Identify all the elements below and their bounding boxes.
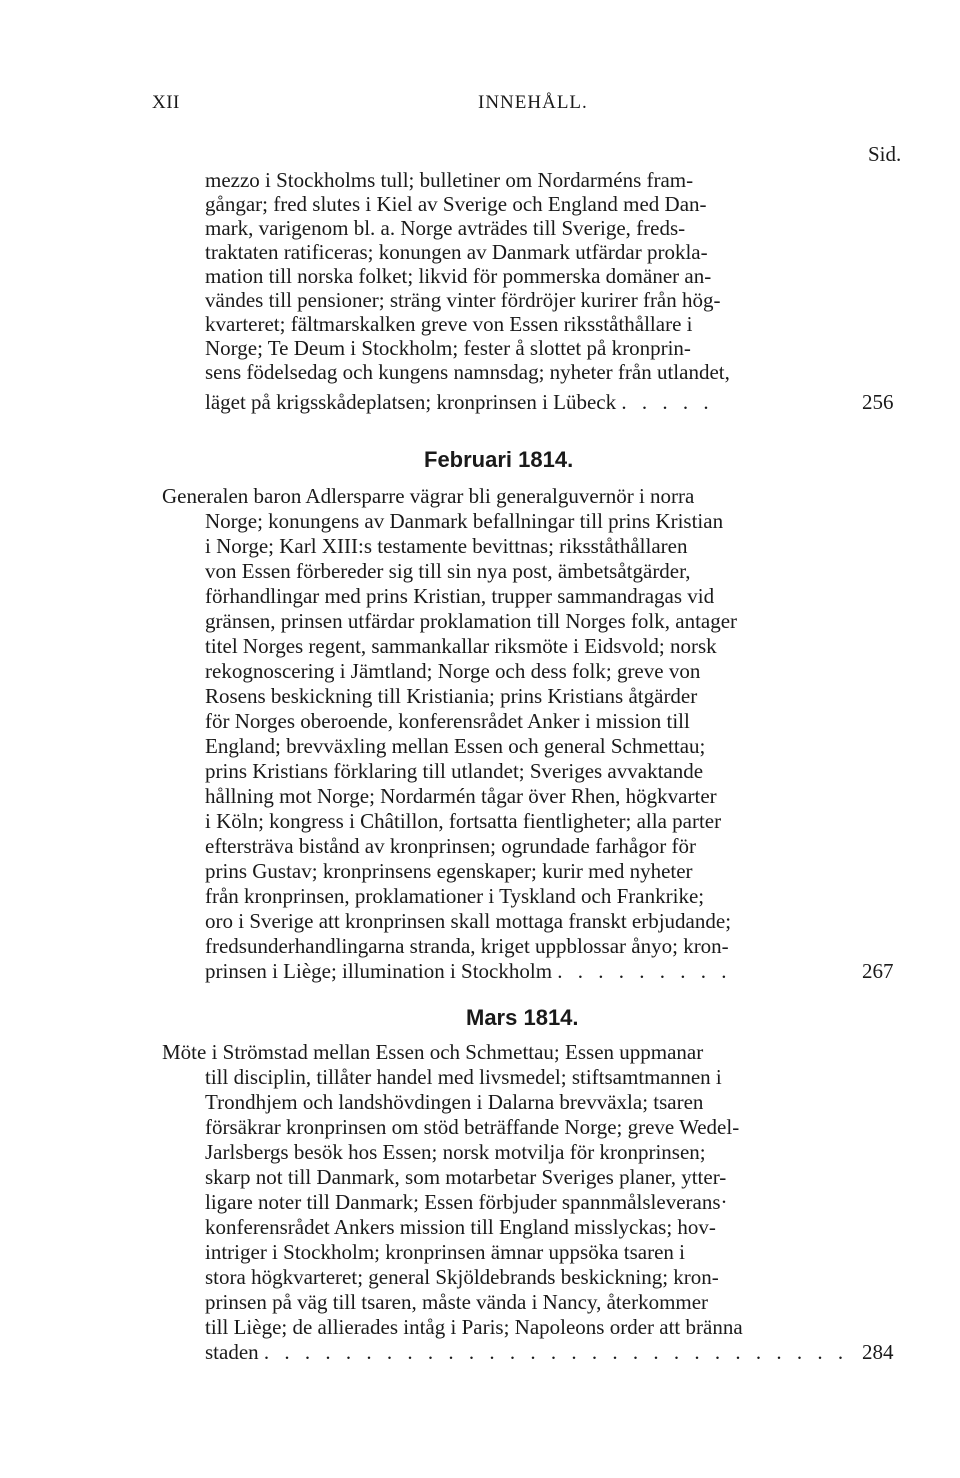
entry-line: gångar; fred slutes i Kiel av Sverige och England med Dan- <box>205 192 707 216</box>
entry-line: Norge; Te Deum i Stockholm; fester å slottet på kronprin- <box>205 336 691 360</box>
entry-line: hållning mot Norge; Nordarmén tågar över Rhen, högkvarter <box>205 784 717 808</box>
entry-line: Möte i Strömstad mellan Essen och Schmettau; Essen uppmanar <box>162 1040 704 1064</box>
entry-line: skarp not till Danmark, som motarbetar Sveriges planer, ytter- <box>205 1165 727 1189</box>
entry-line: mark, varigenom bl. a. Norge avträdes till Sverige, freds- <box>205 216 686 240</box>
entry-line: intriger i Stockholm; kronprinsen ämnar uppsöka tsaren i <box>205 1240 685 1264</box>
entry-text: prinsen i Liège; illumination i Stockholm <box>205 959 553 983</box>
entry-line: von Essen förbereder sig till sin nya post, ämbetsåtgärder, <box>205 559 691 583</box>
entry-line <box>205 959 732 983</box>
entry-line: prinsen på väg till tsaren, måste vända i Nancy, återkommer <box>205 1290 709 1314</box>
entry-line: försäkrar kronprinsen om stöd beträffande Norge; greve Wedel- <box>205 1115 740 1139</box>
page-number-roman: XII <box>152 92 180 113</box>
entry-line: mation till norska folket; likvid för pommerska domäner an- <box>205 264 712 288</box>
page-header-title: INNEHÅLL. <box>478 92 588 113</box>
entry-line: mezzo i Stockholms tull; bulletiner om Nordarméns fram- <box>205 168 694 192</box>
entry-line: i Köln; kongress i Châtillon, fortsatta fientligheter; alla parter <box>205 809 722 833</box>
entry-line: prins Kristians förklaring till utlandet; Sveriges avvaktande <box>205 759 704 783</box>
entry-line: till disciplin, tillåter handel med livsmedel; stiftsamtmannen i <box>205 1065 722 1089</box>
page-reference: 284 <box>862 1340 894 1364</box>
entry-line: till Liège; de allierades intåg i Paris; Napoleons order att bränna <box>205 1315 743 1339</box>
entry-line: stora högkvarteret; general Skjöldebrands beskickning; kron- <box>205 1265 719 1289</box>
entry-line: konferensrådet Ankers mission till England misslyckas; hov- <box>205 1215 716 1239</box>
page-reference: 256 <box>862 390 894 414</box>
entry-line <box>205 390 714 414</box>
entry-line: Trondhjem och landshövdingen i Dalarna brevväxla; tsaren <box>205 1090 704 1114</box>
entry-line: vändes till pensioner; sträng vinter fördröjer kurirer från hög- <box>205 288 721 312</box>
entry-line <box>205 1340 848 1364</box>
leader-dots: . . . . . . . . . <box>557 959 732 983</box>
entry-line: i Norge; Karl XIII:s testamente bevittnas; riksståthållaren <box>205 534 688 558</box>
entry-line: fredsunderhandlingarna stranda, kriget uppblossar ånyo; kron- <box>205 934 729 958</box>
section-heading: Februari 1814. <box>424 447 574 472</box>
entry-line: Norge; konungens av Danmark befallningar till prins Kristian <box>205 509 724 533</box>
entry-line: Generalen baron Adlersparre vägrar bli generalguvernör i norra <box>162 484 695 508</box>
entry-line: för Norges oberoende, konferensrådet Anker i mission till <box>205 709 690 733</box>
entry-line: förhandlingar med prins Kristian, trupper sammandragas vid <box>205 584 715 608</box>
entry-line: gränsen, prinsen utfärdar proklamation till Norges folk, antager <box>205 609 738 633</box>
entry-text: läget på krigsskådeplatsen; kronprinsen i Lübeck <box>205 390 617 414</box>
entry-line: Rosens beskickning till Kristiania; prins Kristians åtgärder <box>205 684 698 708</box>
entry-line: kvarteret; fältmarskalken greve von Essen riksståthållare i <box>205 312 693 336</box>
leader-dots: . . . . . . . . . . . . . . . . . . . . . . . . . . . . . <box>263 1340 849 1364</box>
leader-dots: . . . . . <box>621 390 714 414</box>
entry-line: sens födelsedag och kungens namnsdag; nyheter från utlandet, <box>205 360 730 384</box>
page-column-label: Sid. <box>868 142 902 166</box>
entry-line: England; brevväxling mellan Essen och general Schmettau; <box>205 734 706 758</box>
entry-line: titel Norges regent, sammankallar riksmöte i Eidsvold; norsk <box>205 634 717 658</box>
entry-line: oro i Sverige att kronprinsen skall mottaga franskt erbjudande; <box>205 909 732 933</box>
entry-line: prins Gustav; kronprinsens egenskaper; kurir med nyheter <box>205 859 693 883</box>
entry-line: från kronprinsen, proklamationer i Tyskland och Frankrike; <box>205 884 705 908</box>
entry-line: traktaten ratificeras; konungen av Danmark utfärdar prokla- <box>205 240 708 264</box>
entry-line: rekognoscering i Jämtland; Norge och dess folk; greve von <box>205 659 701 683</box>
page-reference: 267 <box>862 959 894 983</box>
entry-line: Jarlsbergs besök hos Essen; norsk motvilja för kronprinsen; <box>205 1140 706 1164</box>
entry-line: ligare noter till Danmark; Essen förbjuder spannmålsleverans· <box>205 1190 728 1214</box>
entry-text: staden <box>205 1340 259 1364</box>
entry-line: eftersträva bistånd av kronprinsen; ogrundade farhågor för <box>205 834 696 858</box>
section-heading: Mars 1814. <box>466 1005 579 1030</box>
